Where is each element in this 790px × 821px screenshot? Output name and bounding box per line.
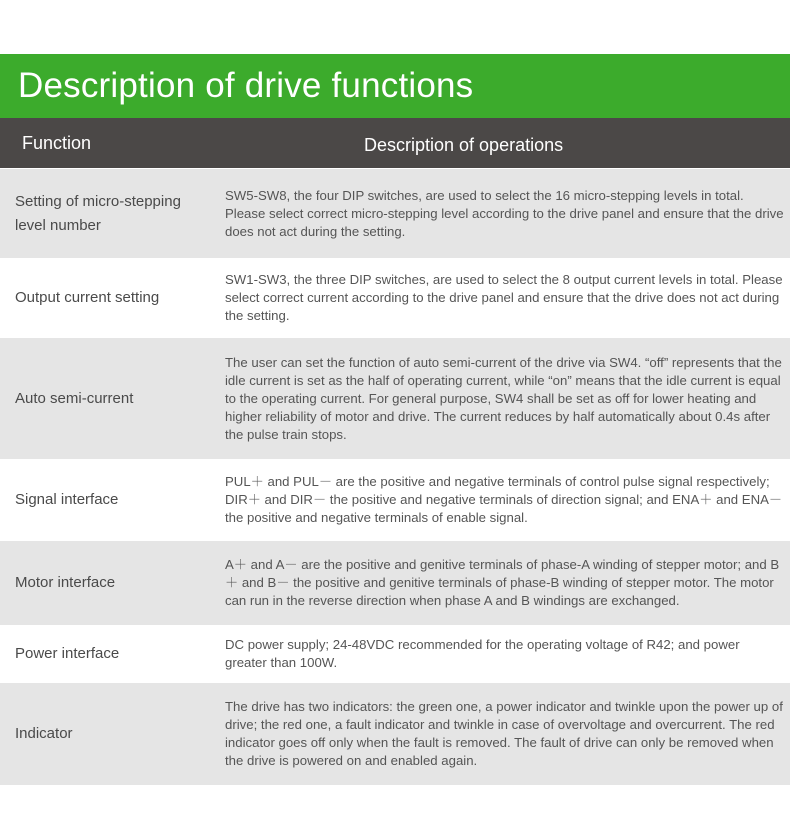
column-header-description: Description of operations xyxy=(364,134,564,155)
function-cell: Motor interface xyxy=(15,574,116,591)
title-banner xyxy=(0,54,790,118)
description-cell xyxy=(225,169,784,258)
column-header-function: Function xyxy=(22,132,92,153)
table-row-power-interface xyxy=(0,625,790,683)
description-cell xyxy=(225,338,784,459)
description-text: DC power supply; 24-48VDC recommended for the operating voltage of R42; and power greater than 100W. xyxy=(225,637,740,670)
table-header xyxy=(0,118,790,168)
table-row-indicator xyxy=(0,683,790,785)
function-cell: Auto semi-current xyxy=(15,389,134,407)
table-row-signal-interface xyxy=(0,459,790,541)
function-cell: Output current setting xyxy=(15,289,160,306)
description-text: A＋ and A－ are the positive and genitive terminals of phase-A winding of stepper motor; and B＋ and B－ the positive and genitive terminals of phase-B winding of stepper motor. The motor can run in the reverse direction when phase A and B windings are exchanged. xyxy=(225,557,780,608)
description-cell xyxy=(225,683,784,785)
page-title: Description of drive functions xyxy=(18,66,474,105)
description-cell xyxy=(225,625,784,683)
description-cell xyxy=(225,541,784,625)
description-text: The user can set the function of auto semi-current of the drive via SW4. “off” represents that the idle current is set as the half of operating current, while “on” means that the idle current is equal to the operating current. For general purpose, SW4 shall be set as off for lower heating and higher reliability of motor and drive. The current reduces by half automatically about 0.4s after the pulse train stops. xyxy=(225,354,782,442)
description-cell xyxy=(225,459,784,541)
description-text: SW5-SW8, the four DIP switches, are used to select the 16 micro-stepping levels in total. Please select correct micro-stepping level according to the drive panel and ensure that the drive does not act during the setting. xyxy=(225,187,784,239)
description-text: The drive has two indicators: the green one, a power indicator and twinkle upon the power up of drive; the red one, a fault indicator and twinkle in case of overvoltage and overcurrent. The red indicator goes off only when the fault is removed. The fault of drive can only be removed when the drive is powered on and enabled again. xyxy=(225,699,783,768)
function-cell: Signal interface xyxy=(15,491,119,508)
function-cell: Setting of micro-stepping level number xyxy=(15,192,181,234)
table-row-micro-stepping xyxy=(0,169,790,258)
function-cell: Power interface xyxy=(15,645,120,662)
table-row-output-current xyxy=(0,258,790,338)
description-cell xyxy=(225,258,784,338)
description-text: PUL＋ and PUL－ are the positive and negative terminals of control pulse signal respectively; DIR＋ and DIR－ the positive and negative terminals of direction signal; and ENA＋ and ENA－ the positive and negative terminals of enable signal. xyxy=(225,474,783,525)
table-row-auto-semi-current xyxy=(0,338,790,459)
description-text: SW1-SW3, the three DIP switches, are used to select the 8 output current levels in total. Please select correct current according to the drive panel and ensure that the drive does not act during the setting. xyxy=(225,272,783,323)
function-cell: Indicator xyxy=(15,725,73,742)
table-row-motor-interface xyxy=(0,541,790,625)
